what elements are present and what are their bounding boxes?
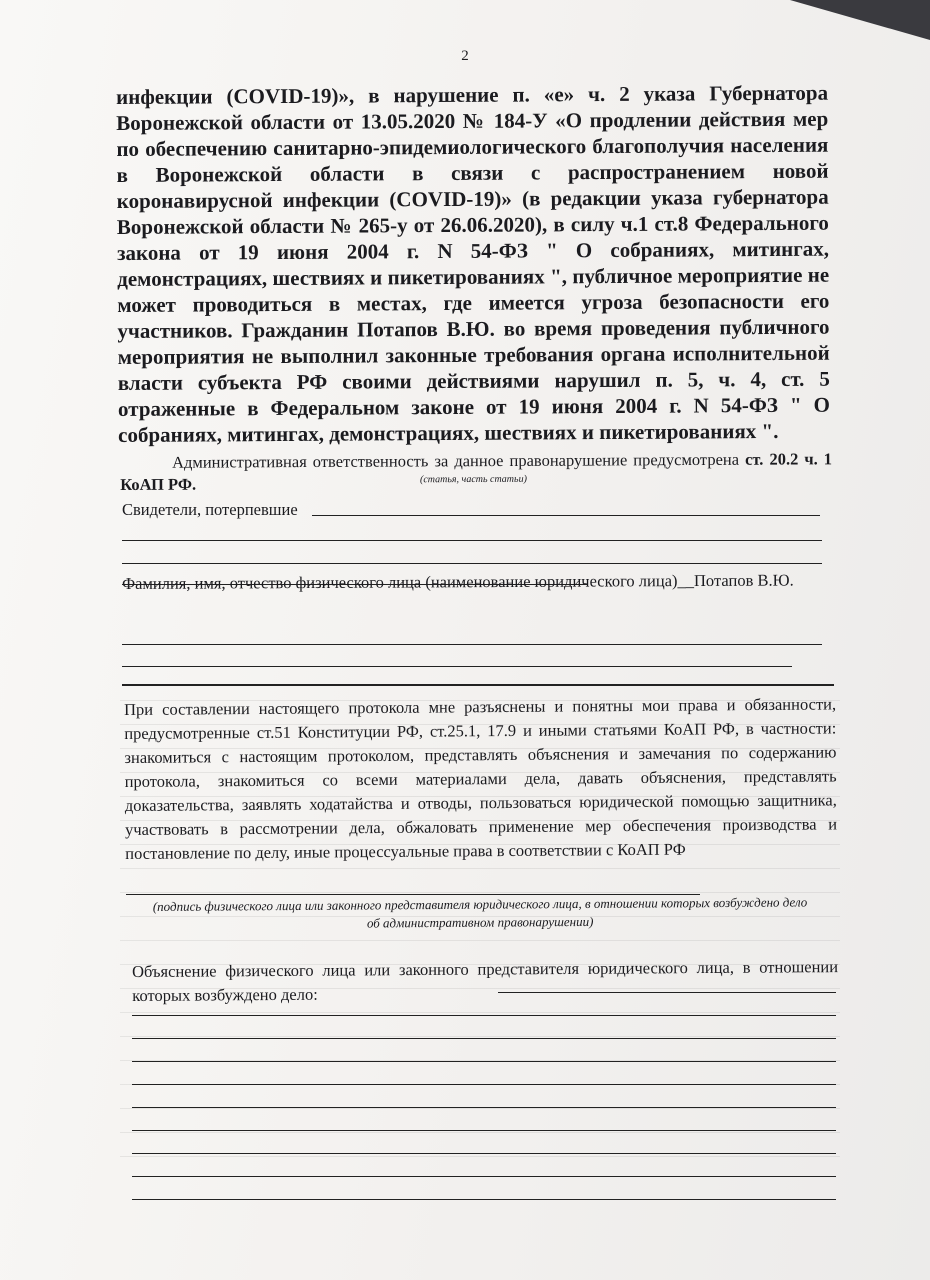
liability-section — [120, 448, 832, 496]
explanation-line-6 — [132, 1130, 836, 1131]
folded-corner — [790, 0, 930, 40]
witnesses-line-3 — [122, 563, 822, 564]
explanation-line-2 — [132, 1038, 836, 1039]
explanation-line-1 — [132, 1015, 836, 1016]
violation-paragraph — [116, 80, 830, 448]
explanation-line-5 — [132, 1107, 836, 1108]
witnesses-line-2 — [122, 540, 822, 541]
person-label: Фамилия, имя, отчество физического лица (наименование юридического лица) — [122, 571, 678, 593]
liability-article: ст. 20.2 ч. 1 КоАП РФ. — [120, 449, 833, 494]
liability-text: Административная ответственность за данное правонарушение предусмотрена — [172, 449, 740, 472]
person-line-3 — [122, 684, 834, 686]
person-value: Потапов В.Ю. — [693, 570, 794, 591]
explanation-line-7 — [132, 1153, 836, 1154]
explanation-label: Объяснение физического лица или законного представителя юридического лица, в отношении которых возбуждено дело: — [132, 957, 839, 1005]
page-number: 2 — [461, 48, 469, 64]
explanation-line-8 — [132, 1176, 836, 1177]
witnesses-label: Свидетели, потерпевшие — [122, 500, 298, 519]
rights-section — [124, 692, 837, 866]
explanation-line-9 — [132, 1199, 836, 1200]
person-line-2 — [122, 666, 792, 667]
article-note: (статья, часть статьи) — [419, 473, 527, 486]
person-section: Фамилия, имя, отчество физического лица (наименование юридического лица)__Потапов В.Ю. — [122, 570, 794, 593]
explanation-section — [132, 955, 838, 1008]
explanation-line-4 — [132, 1084, 836, 1085]
violation-text: инфекции (COVID-19)», в нарушение п. «е» ч. 2 указа Губернатора Воронежской области от 13.05.2020 № 184-У «О продлении действия мер по обеспечению санитарно-эпидемиологического благополучия населения в Воронежской области в связи с распространением новой коронавирусной инфекции (COVID-19)» (в редакции указа губернатора Воронежской области № 265-у от 26.06.2020), в силу ч.1 ст.8 Федерального закона от 19 июня 2004 г. N 54-ФЗ " О собраниях, митингах, демонстрациях, шествиях и пикетированиях ", публичное мероприятие не может проводиться в местах, где имеется угроза безопасности его участников. Гражданин Потапов В.Ю. во время проведения публичного мероприятия не выполнил законные требования органа исполнительной власти субъекта РФ своими действиями нарушил п. 5, ч. 4, ст. 5 отраженные в Федеральном законе от 19 июня 2004 г. N 54-ФЗ " О собраниях, митингах, демонстрациях, шествиях и пикетированиях ". — [116, 80, 831, 447]
explanation-line-0 — [498, 992, 836, 993]
signature-caption: (подпись физического лица или законного представителя юридического лица, в отношении которых возбуждено дело об административном правонарушении) — [152, 894, 808, 931]
witnesses-line-1 — [312, 515, 820, 516]
person-line-1 — [122, 644, 822, 645]
explanation-line-3 — [132, 1061, 836, 1062]
rights-text: При составлении настоящего протокола мне разъяснены и понятны мои права и обязанности, предусмотренные ст.51 Конституции РФ, ст.25.1, 17.9 и иными статьями КоАП РФ, в частности: знакомиться с настоящим протоколом, представлять объяснения и замечания по содержанию протокола, знакомиться со всеми материалами дела, давать объяснения, представлять доказательства, заявлять ходатайства и отводы, пользоваться юридической помощью защитника, участвовать в рассмотрении дела, обжаловать применение мер обеспечения производства и постановление по делу, иные процессуальные права в соответствии с КоАП РФ — [124, 694, 838, 863]
